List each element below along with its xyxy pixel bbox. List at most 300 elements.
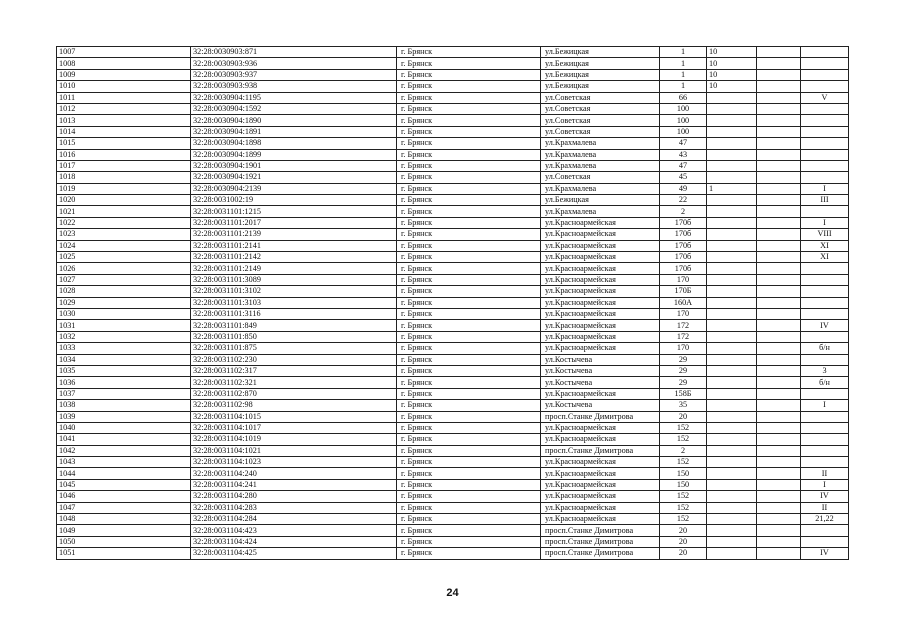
premises-cell: II (801, 468, 849, 479)
row-number-cell: 1032 (57, 331, 191, 342)
house-number-cell: 47 (660, 160, 707, 171)
apartment-cell (707, 126, 757, 137)
cadastral-number-cell: 32:28:0031104:280 (191, 491, 397, 502)
street-cell: ул.Красноармейская (541, 252, 660, 263)
house-number-cell: 1 (660, 58, 707, 69)
extra-cell (757, 502, 801, 513)
cadastral-number-cell: 32:28:0031102:230 (191, 354, 397, 365)
apartment-cell (707, 206, 757, 217)
city-cell: г. Брянск (397, 138, 541, 149)
house-number-cell: 150 (660, 468, 707, 479)
table-row (57, 160, 849, 171)
cadastral-number-cell: 32:28:0031101:2142 (191, 252, 397, 263)
row-number-cell: 1047 (57, 502, 191, 513)
table-row (57, 149, 849, 160)
table-row (57, 525, 849, 536)
cadastral-number-cell: 32:28:0031102:870 (191, 388, 397, 399)
house-number-cell: 1 (660, 47, 707, 58)
extra-cell (757, 115, 801, 126)
city-cell: г. Брянск (397, 400, 541, 411)
house-number-cell: 100 (660, 115, 707, 126)
premises-cell: V (801, 92, 849, 103)
house-number-cell: 152 (660, 502, 707, 513)
street-cell: ул.Советская (541, 172, 660, 183)
apartment-cell (707, 354, 757, 365)
extra-cell (757, 206, 801, 217)
table-row (57, 81, 849, 92)
apartment-cell (707, 536, 757, 547)
table-row (57, 377, 849, 388)
row-number-cell: 1038 (57, 400, 191, 411)
premises-cell: XI (801, 240, 849, 251)
extra-cell (757, 183, 801, 194)
street-cell: ул.Крахмалева (541, 160, 660, 171)
city-cell: г. Брянск (397, 240, 541, 251)
street-cell: просп.Станке Димитрова (541, 445, 660, 456)
city-cell: г. Брянск (397, 229, 541, 240)
cadastral-number-cell: 32:28:0031104:283 (191, 502, 397, 513)
row-number-cell: 1026 (57, 263, 191, 274)
cadastral-number-cell: 32:28:0030904:1195 (191, 92, 397, 103)
house-number-cell: 49 (660, 183, 707, 194)
street-cell: ул.Красноармейская (541, 331, 660, 342)
city-cell: г. Брянск (397, 343, 541, 354)
table-row (57, 297, 849, 308)
house-number-cell: 170б (660, 217, 707, 228)
street-cell: ул.Красноармейская (541, 468, 660, 479)
city-cell: г. Брянск (397, 502, 541, 513)
premises-cell: IV (801, 320, 849, 331)
table-row (57, 468, 849, 479)
premises-cell (801, 525, 849, 536)
table-row (57, 274, 849, 285)
apartment-cell: 10 (707, 47, 757, 58)
house-number-cell: 20 (660, 525, 707, 536)
city-cell: г. Брянск (397, 445, 541, 456)
cadastral-number-cell: 32:28:0031002:19 (191, 195, 397, 206)
house-number-cell: 20 (660, 548, 707, 559)
city-cell: г. Брянск (397, 183, 541, 194)
city-cell: г. Брянск (397, 422, 541, 433)
street-cell: ул.Советская (541, 92, 660, 103)
apartment-cell (707, 365, 757, 376)
premises-cell (801, 115, 849, 126)
table-row (57, 457, 849, 468)
apartment-cell (707, 434, 757, 445)
cadastral-number-cell: 32:28:0030904:2139 (191, 183, 397, 194)
row-number-cell: 1039 (57, 411, 191, 422)
extra-cell (757, 445, 801, 456)
city-cell: г. Брянск (397, 160, 541, 171)
city-cell: г. Брянск (397, 217, 541, 228)
cadastral-number-cell: 32:28:0030904:1899 (191, 149, 397, 160)
premises-cell (801, 172, 849, 183)
apartment-cell (707, 160, 757, 171)
extra-cell (757, 286, 801, 297)
apartment-cell: 10 (707, 81, 757, 92)
premises-cell (801, 422, 849, 433)
row-number-cell: 1030 (57, 308, 191, 319)
premises-cell (801, 126, 849, 137)
table-row (57, 343, 849, 354)
extra-cell (757, 149, 801, 160)
house-number-cell: 1 (660, 69, 707, 80)
table-row (57, 536, 849, 547)
cadastral-number-cell: 32:28:0031101:850 (191, 331, 397, 342)
row-number-cell: 1045 (57, 479, 191, 490)
city-cell: г. Брянск (397, 320, 541, 331)
row-number-cell: 1043 (57, 457, 191, 468)
apartment-cell (707, 320, 757, 331)
extra-cell (757, 388, 801, 399)
house-number-cell: 66 (660, 92, 707, 103)
city-cell: г. Брянск (397, 103, 541, 114)
row-number-cell: 1041 (57, 434, 191, 445)
street-cell: ул.Костычева (541, 377, 660, 388)
premises-cell (801, 103, 849, 114)
table-row (57, 502, 849, 513)
premises-cell (801, 149, 849, 160)
premises-cell (801, 354, 849, 365)
premises-cell (801, 286, 849, 297)
row-number-cell: 1018 (57, 172, 191, 183)
house-number-cell: 158Б (660, 388, 707, 399)
apartment-cell (707, 297, 757, 308)
table-row (57, 445, 849, 456)
street-cell: просп.Станке Димитрова (541, 411, 660, 422)
apartment-cell (707, 343, 757, 354)
city-cell: г. Брянск (397, 126, 541, 137)
table-row (57, 320, 849, 331)
premises-cell: II (801, 502, 849, 513)
cadastral-number-cell: 32:28:0031104:241 (191, 479, 397, 490)
cadastral-number-cell: 32:28:0031101:849 (191, 320, 397, 331)
premises-cell: I (801, 183, 849, 194)
row-number-cell: 1016 (57, 149, 191, 160)
house-number-cell: 170б (660, 252, 707, 263)
apartment-cell (707, 491, 757, 502)
table-row (57, 217, 849, 228)
row-number-cell: 1021 (57, 206, 191, 217)
table-row (57, 229, 849, 240)
cadastral-number-cell: 32:28:0031102:321 (191, 377, 397, 388)
city-cell: г. Брянск (397, 479, 541, 490)
city-cell: г. Брянск (397, 297, 541, 308)
row-number-cell: 1040 (57, 422, 191, 433)
row-number-cell: 1015 (57, 138, 191, 149)
apartment-cell (707, 138, 757, 149)
street-cell: ул.Красноармейская (541, 388, 660, 399)
city-cell: г. Брянск (397, 536, 541, 547)
extra-cell (757, 354, 801, 365)
extra-cell (757, 92, 801, 103)
cadastral-number-cell: 32:28:0030904:1901 (191, 160, 397, 171)
street-cell: ул.Красноармейская (541, 514, 660, 525)
cadastral-number-cell: 32:28:0031104:423 (191, 525, 397, 536)
premises-cell (801, 160, 849, 171)
city-cell: г. Брянск (397, 81, 541, 92)
street-cell: ул.Красноармейская (541, 457, 660, 468)
cadastral-number-cell: 32:28:0031101:2139 (191, 229, 397, 240)
street-cell: ул.Костычева (541, 354, 660, 365)
premises-cell (801, 388, 849, 399)
house-number-cell: 170 (660, 308, 707, 319)
extra-cell (757, 365, 801, 376)
row-number-cell: 1037 (57, 388, 191, 399)
city-cell: г. Брянск (397, 365, 541, 376)
table-row (57, 240, 849, 251)
apartment-cell: 1 (707, 183, 757, 194)
cadastral-number-cell: 32:28:0031104:1017 (191, 422, 397, 433)
premises-cell: б/н (801, 377, 849, 388)
row-number-cell: 1012 (57, 103, 191, 114)
premises-cell: 21,22 (801, 514, 849, 525)
cadastral-number-cell: 32:28:0031101:2149 (191, 263, 397, 274)
extra-cell (757, 160, 801, 171)
premises-cell (801, 206, 849, 217)
premises-cell: VIII (801, 229, 849, 240)
cadastral-number-cell: 32:28:0031101:3089 (191, 274, 397, 285)
table-row (57, 92, 849, 103)
row-number-cell: 1010 (57, 81, 191, 92)
extra-cell (757, 434, 801, 445)
street-cell: ул.Красноармейская (541, 320, 660, 331)
city-cell: г. Брянск (397, 514, 541, 525)
apartment-cell (707, 457, 757, 468)
cadastral-number-cell: 32:28:0031102:317 (191, 365, 397, 376)
row-number-cell: 1013 (57, 115, 191, 126)
house-number-cell: 150 (660, 479, 707, 490)
street-cell: ул.Советская (541, 115, 660, 126)
city-cell: г. Брянск (397, 263, 541, 274)
cadastral-number-cell: 32:28:0031101:3102 (191, 286, 397, 297)
apartment-cell (707, 252, 757, 263)
row-number-cell: 1036 (57, 377, 191, 388)
table-row (57, 126, 849, 137)
house-number-cell: 170 (660, 343, 707, 354)
apartment-cell (707, 195, 757, 206)
table-row (57, 411, 849, 422)
table-row (57, 58, 849, 69)
apartment-cell (707, 240, 757, 251)
city-cell: г. Брянск (397, 354, 541, 365)
city-cell: г. Брянск (397, 172, 541, 183)
house-number-cell: 152 (660, 434, 707, 445)
street-cell: ул.Красноармейская (541, 308, 660, 319)
street-cell: ул.Красноармейская (541, 502, 660, 513)
house-number-cell: 170б (660, 240, 707, 251)
house-number-cell: 170Б (660, 286, 707, 297)
cadastral-number-cell: 32:28:0030904:1890 (191, 115, 397, 126)
extra-cell (757, 331, 801, 342)
table-row (57, 47, 849, 58)
extra-cell (757, 103, 801, 114)
extra-cell (757, 308, 801, 319)
extra-cell (757, 479, 801, 490)
cadastral-number-cell: 32:28:0030903:938 (191, 81, 397, 92)
city-cell: г. Брянск (397, 308, 541, 319)
house-number-cell: 160А (660, 297, 707, 308)
cadastral-number-cell: 32:28:0031102:98 (191, 400, 397, 411)
cadastral-number-cell: 32:28:0030904:1891 (191, 126, 397, 137)
row-number-cell: 1044 (57, 468, 191, 479)
street-cell: ул.Бежицкая (541, 195, 660, 206)
row-number-cell: 1035 (57, 365, 191, 376)
street-cell: ул.Красноармейская (541, 229, 660, 240)
premises-cell (801, 445, 849, 456)
row-number-cell: 1031 (57, 320, 191, 331)
city-cell: г. Брянск (397, 377, 541, 388)
house-number-cell: 172 (660, 320, 707, 331)
row-number-cell: 1008 (57, 58, 191, 69)
house-number-cell: 172 (660, 331, 707, 342)
city-cell: г. Брянск (397, 434, 541, 445)
extra-cell (757, 274, 801, 285)
table-row (57, 422, 849, 433)
premises-cell: IV (801, 491, 849, 502)
table-row (57, 115, 849, 126)
row-number-cell: 1009 (57, 69, 191, 80)
extra-cell (757, 536, 801, 547)
apartment-cell (707, 377, 757, 388)
extra-cell (757, 81, 801, 92)
extra-cell (757, 195, 801, 206)
city-cell: г. Брянск (397, 195, 541, 206)
apartment-cell (707, 274, 757, 285)
table-row (57, 183, 849, 194)
house-number-cell: 20 (660, 536, 707, 547)
table-row (57, 138, 849, 149)
city-cell: г. Брянск (397, 548, 541, 559)
apartment-cell (707, 479, 757, 490)
city-cell: г. Брянск (397, 411, 541, 422)
table-row (57, 69, 849, 80)
city-cell: г. Брянск (397, 457, 541, 468)
cadastral-number-cell: 32:28:0031101:3116 (191, 308, 397, 319)
premises-cell (801, 263, 849, 274)
cadastral-number-cell: 32:28:0031104:1015 (191, 411, 397, 422)
apartment-cell (707, 502, 757, 513)
house-number-cell: 2 (660, 445, 707, 456)
premises-cell: I (801, 479, 849, 490)
table-row (57, 514, 849, 525)
row-number-cell: 1022 (57, 217, 191, 228)
apartment-cell (707, 103, 757, 114)
apartment-cell (707, 548, 757, 559)
cadastral-number-cell: 32:28:0031104:425 (191, 548, 397, 559)
street-cell: ул.Костычева (541, 365, 660, 376)
street-cell: ул.Красноармейская (541, 217, 660, 228)
premises-cell (801, 297, 849, 308)
apartment-cell (707, 286, 757, 297)
city-cell: г. Брянск (397, 92, 541, 103)
row-number-cell: 1042 (57, 445, 191, 456)
apartment-cell (707, 388, 757, 399)
row-number-cell: 1051 (57, 548, 191, 559)
cadastral-number-cell: 32:28:0031104:424 (191, 536, 397, 547)
street-cell: ул.Красноармейская (541, 491, 660, 502)
city-cell: г. Брянск (397, 69, 541, 80)
street-cell: ул.Красноармейская (541, 274, 660, 285)
house-number-cell: 20 (660, 411, 707, 422)
city-cell: г. Брянск (397, 388, 541, 399)
table-row (57, 263, 849, 274)
extra-cell (757, 343, 801, 354)
house-number-cell: 152 (660, 491, 707, 502)
apartment-cell (707, 525, 757, 536)
house-number-cell: 29 (660, 354, 707, 365)
city-cell: г. Брянск (397, 149, 541, 160)
street-cell: ул.Красноармейская (541, 297, 660, 308)
cadastral-number-cell: 32:28:0031101:1215 (191, 206, 397, 217)
cadastral-number-cell: 32:28:0030903:937 (191, 69, 397, 80)
extra-cell (757, 263, 801, 274)
apartment-cell (707, 445, 757, 456)
extra-cell (757, 217, 801, 228)
apartment-cell (707, 92, 757, 103)
house-number-cell: 170б (660, 263, 707, 274)
table-row (57, 308, 849, 319)
street-cell: ул.Бежицкая (541, 58, 660, 69)
house-number-cell: 100 (660, 126, 707, 137)
row-number-cell: 1011 (57, 92, 191, 103)
extra-cell (757, 400, 801, 411)
cadastral-number-cell: 32:28:0030904:1898 (191, 138, 397, 149)
extra-cell (757, 514, 801, 525)
apartment-cell: 10 (707, 69, 757, 80)
cadastral-number-cell: 32:28:0031101:2017 (191, 217, 397, 228)
apartment-cell (707, 308, 757, 319)
row-number-cell: 1024 (57, 240, 191, 251)
premises-cell (801, 434, 849, 445)
extra-cell (757, 525, 801, 536)
city-cell: г. Брянск (397, 252, 541, 263)
street-cell: ул.Бежицкая (541, 81, 660, 92)
house-number-cell: 1 (660, 81, 707, 92)
apartment-cell (707, 468, 757, 479)
house-number-cell: 170 (660, 274, 707, 285)
row-number-cell: 1019 (57, 183, 191, 194)
apartment-cell (707, 411, 757, 422)
premises-cell (801, 411, 849, 422)
street-cell: ул.Бежицкая (541, 47, 660, 58)
table-row (57, 252, 849, 263)
cadastral-number-cell: 32:28:0031104:240 (191, 468, 397, 479)
apartment-cell (707, 331, 757, 342)
house-number-cell: 2 (660, 206, 707, 217)
extra-cell (757, 548, 801, 559)
cadastral-number-cell: 32:28:0030904:1592 (191, 103, 397, 114)
row-number-cell: 1025 (57, 252, 191, 263)
table-body (57, 47, 849, 560)
house-number-cell: 29 (660, 377, 707, 388)
extra-cell (757, 422, 801, 433)
extra-cell (757, 240, 801, 251)
street-cell: ул.Красноармейская (541, 286, 660, 297)
street-cell: ул.Красноармейская (541, 240, 660, 251)
extra-cell (757, 58, 801, 69)
house-number-cell: 35 (660, 400, 707, 411)
apartment-cell (707, 229, 757, 240)
extra-cell (757, 138, 801, 149)
street-cell: ул.Крахмалева (541, 183, 660, 194)
apartment-cell (707, 400, 757, 411)
premises-cell: I (801, 217, 849, 228)
house-number-cell: 45 (660, 172, 707, 183)
row-number-cell: 1027 (57, 274, 191, 285)
extra-cell (757, 297, 801, 308)
table-row (57, 388, 849, 399)
